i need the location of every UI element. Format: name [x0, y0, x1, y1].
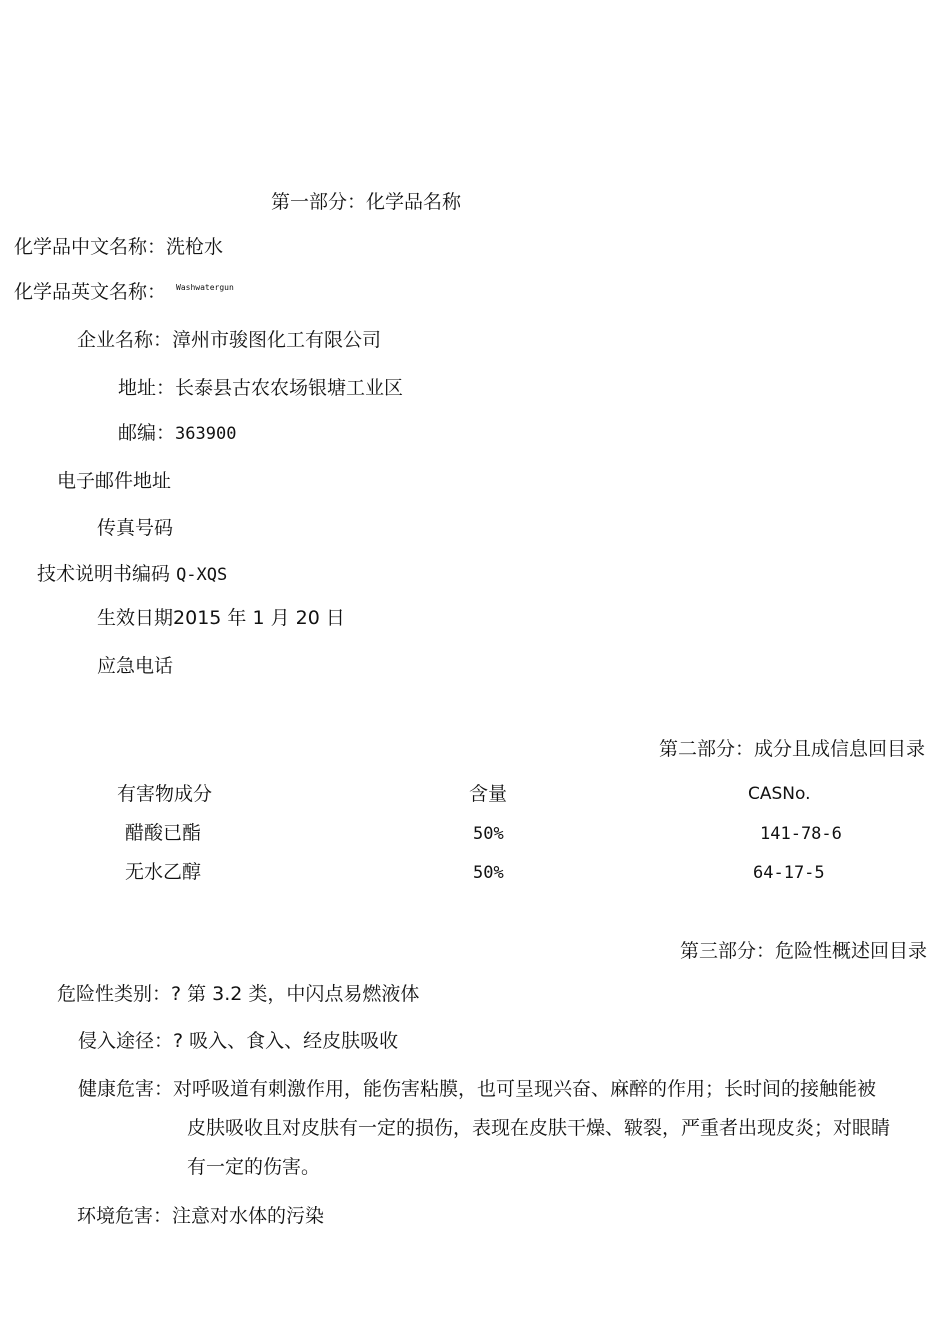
address-row [118, 376, 403, 400]
table-header-content: 含量 [469, 783, 508, 805]
spec-label: 技术说明书编码 [37, 563, 171, 585]
table-row-1-cas: 141-78-6 [760, 824, 842, 844]
section2-title: 第二部分：成分且成信息回目录 [659, 738, 926, 760]
cn-name-label: 化学品中文名称： [14, 236, 167, 258]
route-value: ? 吸入、食入、经皮肤吸收 [173, 1030, 399, 1052]
date-row [97, 606, 345, 630]
section3-title: 第三部分：危险性概述回目录 [680, 940, 928, 962]
company-row [77, 328, 381, 352]
env-row [77, 1204, 324, 1228]
email-label: 电子邮件地址 [57, 470, 172, 492]
emergency-label: 应急电话 [97, 655, 174, 677]
en-name-row [14, 280, 166, 304]
hazard-class-label: 危险性类别： [57, 983, 172, 1005]
env-value: 注意对水体的污染 [172, 1205, 325, 1227]
health-line-1: 对呼吸道有刺激作用，能伤害粘膜，也可呈现兴奋、麻醉的作用；长时间的接触能被 [173, 1078, 877, 1100]
en-name-value: Washwatergun [176, 283, 234, 292]
health-row [78, 1077, 876, 1101]
hazard-class-value: ? 第 3.2 类，中闪点易燃液体 [171, 983, 420, 1005]
table-header-component: 有害物成分 [117, 783, 213, 805]
table-header-cas: CASNo. [748, 784, 811, 804]
table-row-2-cas: 64-17-5 [753, 863, 825, 883]
spec-value: Q-XQS [176, 565, 228, 585]
company-value: 漳州市骏图化工有限公司 [172, 329, 382, 351]
address-value: 长泰县古农农场银塘工业区 [175, 377, 404, 399]
table-row-1-component: 醋酸已酯 [125, 822, 202, 844]
fax-label: 传真号码 [97, 517, 174, 539]
route-row [78, 1029, 398, 1053]
date-value: 2015 年 1 月 20 日 [173, 607, 345, 629]
postcode-value: 363900 [175, 424, 237, 444]
company-label: 企业名称： [77, 329, 173, 351]
health-label: 健康危害： [78, 1078, 174, 1100]
route-label: 侵入途径： [78, 1030, 174, 1052]
spec-row [37, 562, 227, 587]
postcode-label: 邮编： [118, 422, 176, 444]
address-label: 地址： [118, 377, 176, 399]
section1-title: 第一部分：化学品名称 [271, 191, 462, 213]
table-row-1-content: 50% [473, 824, 504, 844]
health-line-2: 皮肤吸收且对皮肤有一定的损伤，表现在皮肤干燥、皲裂，严重者出现皮炎；对眼睛 [187, 1117, 891, 1139]
date-label: 生效日期 [97, 607, 174, 629]
cn-name-value: 洗枪水 [166, 236, 224, 258]
table-row-2-component: 无水乙醇 [125, 861, 202, 883]
env-label: 环境危害： [77, 1205, 173, 1227]
hazard-class-row [57, 982, 419, 1006]
health-line-3: 有一定的伤害。 [187, 1156, 321, 1178]
cn-name-row [14, 235, 223, 259]
postcode-row [118, 421, 236, 446]
table-row-2-content: 50% [473, 863, 504, 883]
en-name-label: 化学品英文名称： [14, 281, 167, 303]
